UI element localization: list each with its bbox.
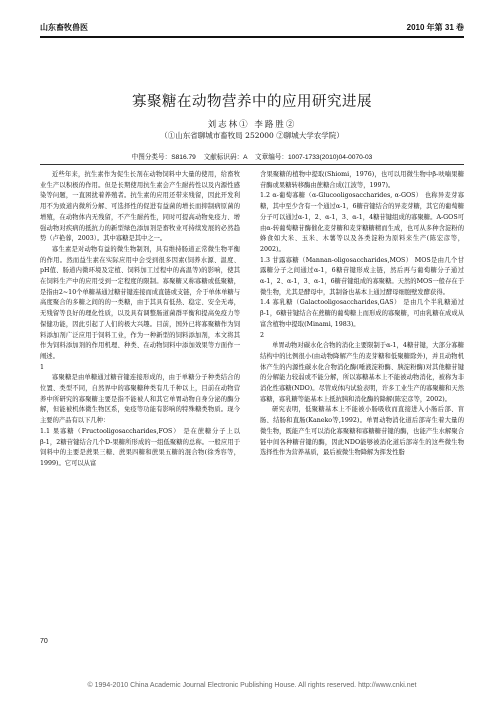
page-number: 70 <box>40 638 48 645</box>
classification-meta: 中图分类号：S816.79 文献标识码：A 文章编号：1007-1733(2010)04-0070-03 <box>131 154 373 161</box>
subsection-paragraph: 1.4 寡乳糖（Galactooligosaccharides,GAS） 是由几个半乳糖通过β-1，6糖苷键结合在蔗糖的葡萄糖上而形成的寡聚糖，可由乳糖在成成从富含植物中提取(Minami, 1983)。 <box>260 299 464 328</box>
paragraph: 寡生素是对动物有益的微生物制剂，具有维持肠道正常微生物平衡的作用。然而益生素在实际应用中会受到很多因素(饲养水源、温度、pH值、肠道内微环境及定植、饲料加工过程中的高温等)的影响，使其在饲料生产中的应用受到一定程度的限制。寡聚糖又称寡糖或低聚糖，是指由2~10个单糖基通过糖苷键连接而成直链或支链，介于单体单糖与高度聚合的多糖之间的的一类糖，由于其具有低热、稳定、安全无毒，无残留等良好的理化性质，以及具有调整肠道菌群平衡和提高免疫力等保健功能，因此引起了人们的极大兴趣。目前，国外已将寡聚糖作为饲料添加剂广泛应用于饲料工业，作为一种新型的饲料添加剂，本文将其作为饲料添加剂的作用机理、种类、在动物饲料中添加效果等方面作一阐述。 <box>40 245 240 360</box>
paragraph: 含果聚糖的植物中提取(Shiomi，1976)，也可以用微生物中β-呋喃果糖苷酶或果糖转移酶由蔗糖合成(江波等，1997)。 <box>260 171 464 189</box>
paragraph: 单胃动物对碳水化合物的消化主要限制于α-1，4糖苷键，大部分寡糖结构中的比例很小(由动物降解产生的麦芽糖和低聚糖除外)，并且动物机体产生的内源性碳水化合物消化酶(唾液淀粉酶、胰淀粉酶)对其他糖苷键的分解能力较弱或不能分解，所以寡糖基本上不能被动物消化，被称为非消化性寡糖(NDO)。尽管成体内试验表明，许多工业生产的寡聚糖和天然寡糖，寡乳糖等能基本上抵抗胰和消化酶的降解(陈宏彦等，2002)。 <box>260 342 464 403</box>
header-rule <box>40 36 464 38</box>
section-heading: 1 <box>40 363 45 371</box>
left-column <box>40 170 240 470</box>
affiliation: （①山东省聊城市畜牧局 252000 ②聊城大学农学院） <box>160 131 344 140</box>
issue-info: 2010 年第 31 卷 <box>406 23 464 32</box>
section-heading: 2 <box>260 331 265 339</box>
copyright-footer: © 1994-2010 China Academic Journal Electronic Publishing House. All rights reserved. http://www.cnki.net <box>87 682 417 689</box>
subsection-paragraph: 1.1 果寡糖（Fructooligosaccharides,FOS） 是在蔗糖分子上以β-1，2糖苷键结合几个D-果糖所形成的一组低聚糖的总称。一般应用于饲料中的主要是蔗果三糖、蔗果四糖和蔗果五糖的混合物(徐秀容等，1999)。它可以从富 <box>40 427 240 467</box>
paragraph: 寡聚糖是由单糖通过糖苷键连接形成的，由于单糖分子种类结合的位置、类型不同，自然界中的寡聚糖种类有几千种以上，目前在动物营养中所研究的寡聚糖主要是指不能被人和其它单胃动物自身分泌的酶分解，但能被机体微生物区系，免疫等功能有影响的特殊糖类物质。现今主要的产品有以下几种： <box>40 374 240 425</box>
subsection-paragraph: 1.3 甘露寡糖（Mannan-oligosaccharides,MOS） MOS是由几个甘露糖分子之间通过α-1，6糖苷键形成主链，然后再与葡萄糖分子通过α-1，2、α-1，3、α-1，6糖苷键组成的寡聚糖。天然的MOS一般存在于微生物，尤其是酵母中，其制备也基本上通过酵母细胞壁发酵获得。 <box>260 256 464 296</box>
paragraph: 研究表明，低聚糖基本上不能被小肠吸收而直接进入小肠后部、盲肠、结肠和直肠(Kaneko等,1992)。单胃动物消化道后部寄生着大量的微生物，既能产生可以消化寡聚糖和寡糖糖苷键的酶，也能产生水解聚合链中间各种糖苷键的酶，因此NDO能够被消化道后部寄生的这些微生物选择性作为营养基质，最后被微生物降解为挥发性脂 <box>260 406 464 457</box>
article-title: 寡聚糖在动物营养中的应用研究进展 <box>132 94 372 110</box>
paragraph: 近些年来，抗生素作为促生长剂在动物饲料中大量的使用，给畜牧业生产以积极的作用。但是长期使用抗生素会产生耐药性以及内源性感染等问题，一直困扰着养殖者。抗生素的应用还带来残留，因此开发利用不为致道内微所分解、可选择性的促进有益菌的增长而抑制病原菌的增殖，在动物体内无残留，不产生耐药性，同时可提高动物免疫力、增强动物对疾病的抵抗力的新型绿色添加剂是畜牧业可持续发展的必然趋势（卢艳蓉，2003）。其中寡糖是其中之一。 <box>40 171 240 243</box>
running-header <box>40 22 464 36</box>
authors: 刘志林① 李路胜② <box>207 120 297 130</box>
subsection-paragraph: 1.2 α-葡萄寡糖（α-Glucooligosaccharides, α-GOS） 也称异麦芽寡糖，其中至少含有一个通过α-1，6糖苷键结合的异麦芽糖，其它的葡萄糖分子可以通过α-1，2、α-1，3、α-1，4糖苷键组成的寡聚糖。A-GOS可由α-转葡萄糖苷酶催化麦芽糖和麦芽糖糖精而生成，也可从多种含淀粉的蜂食如大米、玉米、木薯等以及各类淀粉为原料来生产(陈宏彦等，2002)。 <box>260 192 464 253</box>
journal-name: 山东畜牧兽医 <box>40 23 88 32</box>
right-column <box>260 170 464 459</box>
meta-rule <box>40 164 464 165</box>
